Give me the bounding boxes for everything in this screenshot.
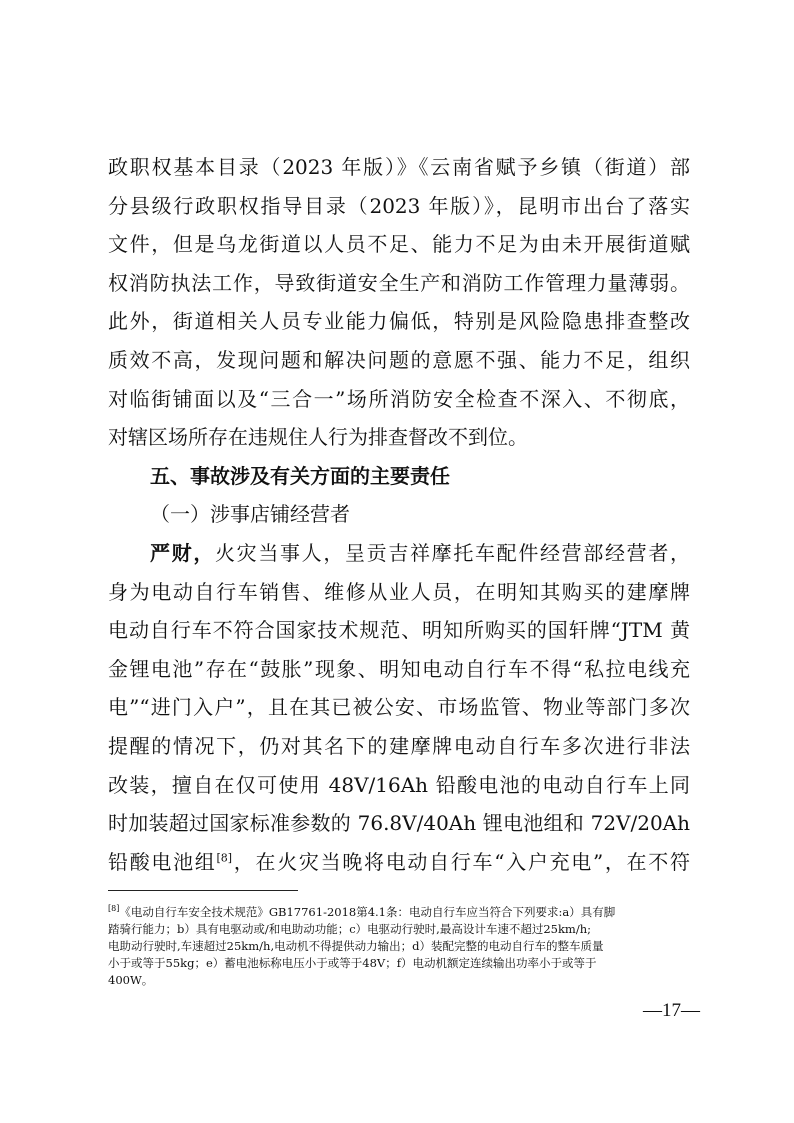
footnote-separator: [108, 890, 298, 891]
paragraph-line: 身为电动自行车销售、维修从业人员，在明知其购买的建摩牌: [108, 579, 690, 604]
subsection-heading: （一）涉事店铺经营者: [150, 502, 350, 527]
footnote-line: 踏骑行能力；b）具有电驱动或/和电助动功能；c）电驱动行驶时,最高设计车速不超过25km/h;: [108, 921, 591, 936]
body-text: [108, 148, 690, 881]
paragraph-line: 对辖区场所存在违规住人行为排查督改不到位。: [108, 425, 528, 450]
page-number: —17—: [643, 1000, 700, 1021]
paragraph-line: 时加装超过国家标准参数的 76.8V/40Ah 锂电池组和 72V/20Ah: [108, 811, 690, 836]
paragraph-text: ，在火灾当晚将电动自行车“入户充电”，在不符: [232, 849, 691, 874]
paragraph-line: 政职权基本目录（2023 年版）》《云南省赋予乡镇（街道）部: [108, 155, 690, 179]
paragraph-text: 铅酸电池组: [108, 849, 217, 874]
footnote: [108, 900, 698, 989]
footnote-line: 400W。: [108, 972, 154, 987]
paragraph-line: 提醒的情况下，仍对其名下的建摩牌电动自行车多次进行非法: [108, 733, 690, 758]
paragraph-line: 金锂电池”存在“鼓胀”现象、明知电动自行车不得“私拉电线充: [108, 656, 690, 681]
paragraph-line: 电”“进门入户”，且在其已被公安、市场监管、物业等部门多次: [108, 695, 690, 720]
paragraph-line: 文件，但是乌龙街道以人员不足、能力不足为由未开展街道赋: [108, 232, 690, 257]
paragraph-line: 改装，擅自在仅可使用 48V/16Ah 铅酸电池的电动自行车上同: [108, 772, 690, 797]
paragraph-line: 对临街铺面以及“三合一”场所消防安全检查不深入、不彻底，: [108, 386, 690, 411]
paragraph-line: [108, 843, 690, 882]
paragraph-line: 权消防执法工作，导致街道安全生产和消防工作管理力量薄弱。: [108, 270, 690, 295]
section-heading: 五、事故涉及有关方面的主要责任: [150, 463, 450, 488]
footnote-line: 小于或等于55kg；e）蓄电池标称电压小于或等于48V；f）电动机额定连续输出功率小于或等于: [108, 955, 597, 970]
paragraph-first-line: [108, 534, 690, 573]
footnote-mark: [8]: [108, 904, 120, 913]
paragraph-line: 电动自行车不符合国家技术规范、明知所购买的国轩牌“JTM 黄: [108, 618, 690, 643]
paragraph-line: 分县级行政职权指导目录（2023 年版）》，昆明市出台了落实: [108, 193, 690, 218]
footnote-text: 《电动自行车安全技术规范》GB17761-2018第4.1条：电动自行车应当符合下列要求:a）具有脚: [119, 904, 616, 919]
footnote-line: [108, 900, 698, 921]
paragraph-line: 质效不高，发现问题和解决问题的意愿不强、能力不足，组织: [108, 347, 690, 372]
footnote-line: 电助动行驶时,车速超过25km/h,电动机不得提供动力输出；d）装配完整的电动自行车的整车质量: [108, 938, 604, 953]
paragraph-line: 此外，街道相关人员专业能力偏低，特别是风险隐患排查整改: [108, 309, 690, 334]
person-name: 严财，: [150, 540, 215, 565]
footnote-reference[interactable]: [8]: [216, 851, 233, 865]
paragraph-text: 火灾当事人，呈贡吉祥摩托车配件经营部经营者，: [215, 540, 690, 565]
